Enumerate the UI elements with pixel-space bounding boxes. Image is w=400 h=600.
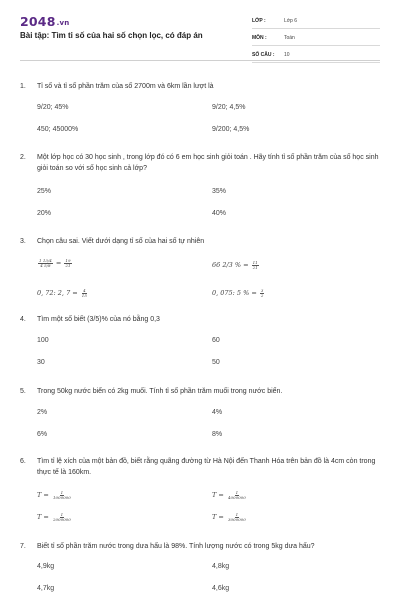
question-number: 2.: [20, 154, 26, 161]
header-divider: [20, 60, 380, 61]
fraction: $\frac{3}{2}$: [260, 287, 264, 298]
site-logo[interactable]: [20, 14, 69, 29]
question-text: Tìm một số biết (3/5)% của nó bằng 0,3: [37, 316, 160, 323]
option-a[interactable]: $\frac{1 13/4}{4 5/8}$ = $\frac{19}{21}$: [39, 257, 71, 268]
question-text: Trong 50kg nước biển có 2kg muối. Tính tỉ số phần trăm muối trong nước biển.: [37, 388, 283, 395]
option-d[interactable]: 4,6kg: [212, 585, 230, 592]
option-a[interactable]: T = $\frac{1}{1000000}$: [37, 489, 71, 500]
option-c[interactable]: T = $\frac{1}{2000000}$: [37, 511, 71, 522]
option-c[interactable]: 0, 72: 2, 7 = $\frac{4}{15}$: [37, 287, 87, 298]
fraction: $\frac{1}{1000000}$: [52, 489, 71, 500]
meta-value: Lớp 6: [284, 18, 298, 24]
meta-row-class: [252, 14, 380, 29]
meta-key: SỐ CÂU :: [252, 52, 275, 58]
fraction: $\frac{1}{4000000}$: [227, 489, 246, 500]
question-text: Một lớp học có 30 học sinh , trong lớp đó có 6 em học sinh giỏi toán . Hãy tính tỉ số phần trăm của số học sinh giỏi toán so với số học sinh cả lớp?: [37, 154, 379, 172]
question-number: 4.: [20, 316, 26, 323]
meta-key: LỚP :: [252, 18, 266, 24]
question-text: Tìm tỉ lệ xích của một bản đồ, biết rằng quãng đường từ Hà Nội đến Thanh Hóa trên bản đồ là 4cm còn trong thực tế là 160km.: [37, 458, 376, 476]
option-d[interactable]: 9/200; 4,5%: [212, 126, 250, 133]
option-b[interactable]: T = $\frac{1}{4000000}$: [212, 489, 246, 500]
fraction: $\frac{19}{21}$: [65, 257, 71, 268]
option-a[interactable]: 2%: [37, 409, 48, 416]
option-d[interactable]: 8%: [212, 431, 223, 438]
question-7: [20, 541, 380, 592]
option-c[interactable]: 30: [37, 359, 45, 366]
question-number: 7.: [20, 543, 26, 550]
question-6: [20, 456, 380, 522]
fraction: $\frac{1 13/4}{4 5/8}$: [39, 257, 52, 268]
fraction: $\frac{11}{21}$: [252, 259, 258, 270]
option-a[interactable]: 100: [37, 337, 49, 344]
option-c[interactable]: 20%: [37, 210, 52, 217]
question-number: 5.: [20, 388, 26, 395]
meta-row-subject: [252, 31, 380, 46]
option-a[interactable]: 25%: [37, 188, 52, 195]
page-title: Bài tập: Tìm tỉ số của hai số chọn lọc, có đáp án: [20, 31, 203, 40]
meta-panel: [252, 14, 380, 65]
option-d[interactable]: 50: [212, 359, 220, 366]
question-1: [20, 81, 380, 133]
question-text: Chọn câu sai. Viết dưới dạng tỉ số của hai số tự nhiên: [37, 238, 205, 245]
option-d[interactable]: 0, 075: 5 % = $\frac{3}{2}$: [212, 287, 264, 298]
option-b[interactable]: 35%: [212, 188, 227, 195]
question-text: Biết tỉ số phần trăm nước trong dưa hấu là 98%. Tính lượng nước có trong 5kg dưa hấu?: [37, 543, 315, 550]
question-number: 6.: [20, 458, 26, 465]
logo-main: 2048: [20, 14, 56, 29]
question-4: [20, 314, 380, 366]
logo-suffix: .vn: [56, 19, 70, 27]
fraction: $\frac{1}{3000000}$: [227, 511, 246, 522]
option-b[interactable]: 66 2/3 % = $\frac{11}{21}$: [212, 259, 258, 270]
question-2: [20, 152, 380, 217]
document-header: [0, 0, 400, 72]
option-c[interactable]: 450; 45000%: [37, 126, 79, 133]
meta-key: MÔN :: [252, 35, 267, 41]
question-3: [20, 236, 380, 298]
option-b[interactable]: 60: [212, 337, 220, 344]
option-b[interactable]: 9/20; 4,5%: [212, 104, 246, 111]
option-b[interactable]: 4,8kg: [212, 563, 230, 570]
option-b[interactable]: 4%: [212, 409, 223, 416]
fraction: $\frac{1}{2000000}$: [52, 511, 71, 522]
question-number: 3.: [20, 238, 26, 245]
meta-value: Toán: [284, 35, 295, 41]
option-d[interactable]: 40%: [212, 210, 227, 217]
meta-value: 10: [284, 52, 290, 58]
option-c[interactable]: 6%: [37, 431, 48, 438]
option-d[interactable]: T = $\frac{1}{3000000}$: [212, 511, 246, 522]
fraction: $\frac{4}{15}$: [81, 287, 87, 298]
question-text: Tỉ số và tỉ số phần trăm của số 2700m và 6km lần lượt là: [37, 83, 214, 90]
question-5: [20, 386, 380, 438]
question-number: 1.: [20, 83, 26, 90]
option-c[interactable]: 4,7kg: [37, 585, 55, 592]
option-a[interactable]: 9/20; 45%: [37, 104, 69, 111]
option-a[interactable]: 4,9kg: [37, 563, 55, 570]
